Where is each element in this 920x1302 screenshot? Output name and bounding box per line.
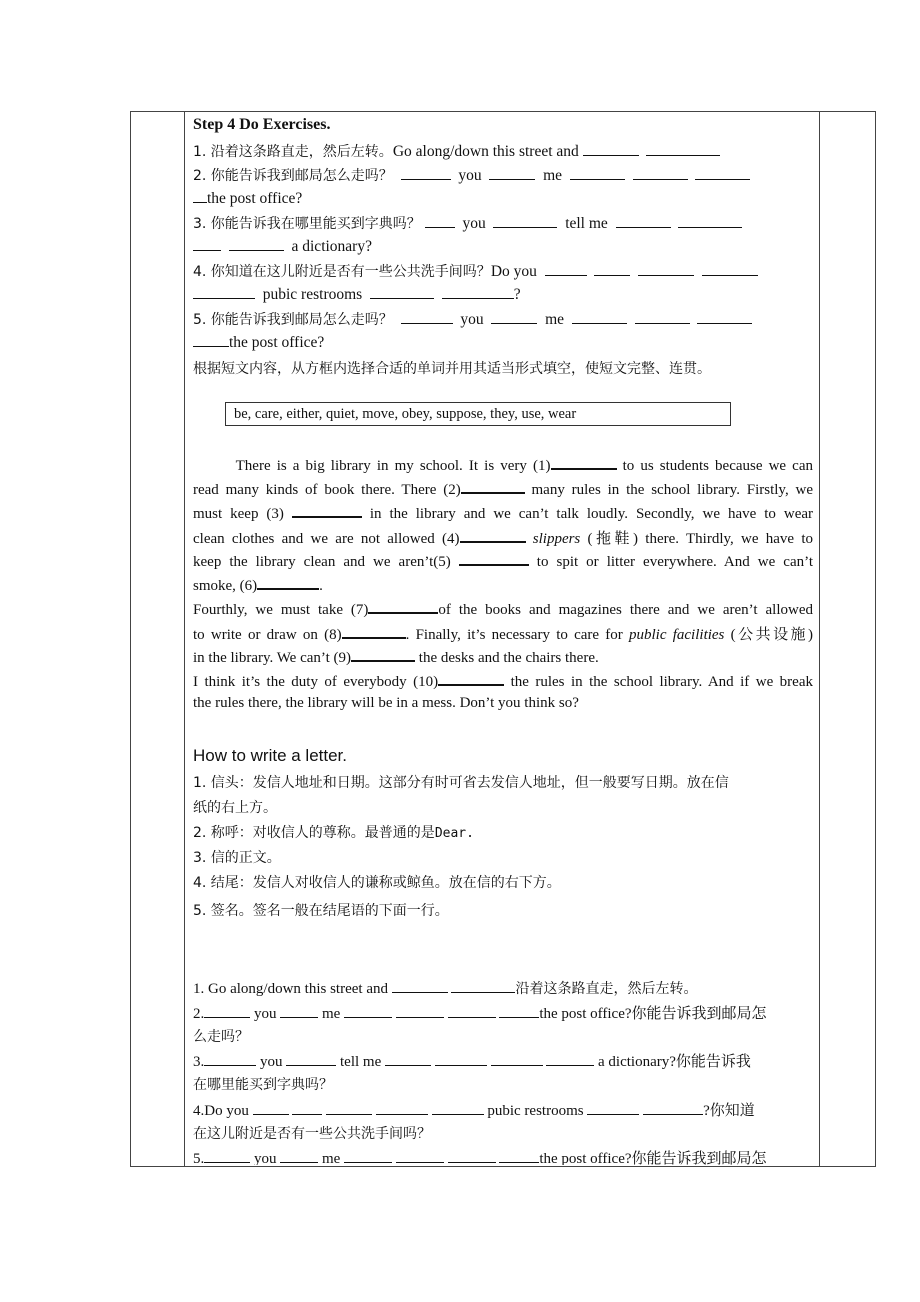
- blank[interactable]: [491, 310, 537, 324]
- main-cell: [193, 113, 817, 1165]
- blank[interactable]: [280, 1004, 318, 1018]
- blank[interactable]: [546, 1052, 594, 1066]
- blank[interactable]: [370, 285, 434, 299]
- blank[interactable]: [616, 214, 671, 228]
- review-1: 1. Go along/down this street and 沿着这条路直走，然后左转。: [193, 981, 698, 997]
- exercise-5: 5. 你能告诉我到邮局怎么走吗？ you me: [193, 309, 752, 329]
- blank-9[interactable]: [351, 647, 415, 662]
- blank[interactable]: [385, 1052, 431, 1066]
- blank[interactable]: [489, 166, 535, 180]
- instruction: 根据短文内容，从方框内选择合适的单词并用其适当形式填空，使短文完整、连贯。: [193, 361, 711, 377]
- blank[interactable]: [499, 1004, 539, 1018]
- blank[interactable]: [697, 310, 752, 324]
- exercise-2: 2. 你能告诉我到邮局怎么走吗？ you me: [193, 165, 750, 185]
- review-3-cont: 在哪里能买到字典吗？: [193, 1077, 333, 1093]
- review-3: 3. you tell me a dictionary?你能告诉我: [193, 1054, 751, 1070]
- blank-7[interactable]: [368, 599, 438, 614]
- letter-point-4: 4. 结尾：发信人对收信人的谦称或鲸鱼。放在信的右下方。: [193, 875, 561, 891]
- blank[interactable]: [401, 310, 453, 324]
- step-title: Step 4 Do Exercises.: [193, 116, 331, 133]
- letter-heading: How to write a letter.: [193, 746, 348, 765]
- passage-line: clean clothes and we are not allowed (4) slippers (拖鞋) there. Thirdly, we have to: [193, 527, 813, 548]
- blank[interactable]: [344, 1149, 392, 1163]
- exercise-1: 1. 沿着这条路直走，然后左转。Go along/down this street and: [193, 141, 720, 161]
- letter-point-3: 3. 信的正文。: [193, 850, 281, 866]
- letter-point-1: 1. 信头：发信人地址和日期。这部分有时可省去发信人地址，但一般要写日期。放在信: [193, 775, 729, 791]
- passage-line: There is a big library in my school. It is very (1) to us students because we can: [193, 455, 813, 475]
- blank[interactable]: [204, 1149, 250, 1163]
- review-2: 2. you me the post office?你能告诉我到邮局怎: [193, 1006, 767, 1022]
- column-divider-right: [819, 111, 820, 1167]
- blank-1[interactable]: [551, 455, 617, 470]
- review-4: 4.Do you pubic restrooms ?你知道: [193, 1103, 755, 1119]
- blank[interactable]: [678, 214, 742, 228]
- letter-point-1-cont: 纸的右上方。: [193, 800, 277, 816]
- blank[interactable]: [425, 214, 455, 228]
- blank[interactable]: [638, 262, 694, 276]
- blank[interactable]: [432, 1101, 484, 1115]
- exercise-3-cont: a dictionary?: [193, 237, 372, 256]
- blank[interactable]: [193, 285, 255, 299]
- blank[interactable]: [583, 142, 639, 156]
- blank-5[interactable]: [459, 551, 529, 566]
- blank[interactable]: [193, 189, 207, 203]
- review-2-cont: 么走吗？: [193, 1029, 249, 1045]
- passage-line: the rules there, the library will be in a mess. Don’t you think so?: [193, 695, 579, 711]
- review-4-cont: 在这儿附近是否有一些公共洗手间吗？: [193, 1126, 431, 1142]
- passage-line: smoke, (6) .: [193, 575, 323, 595]
- passage-line: read many kinds of book there. There (2) many rules in the school library. Firstly, we: [193, 479, 813, 499]
- blank[interactable]: [392, 979, 448, 993]
- blank[interactable]: [253, 1101, 289, 1115]
- blank[interactable]: [396, 1149, 444, 1163]
- blank[interactable]: [401, 166, 451, 180]
- blank[interactable]: [491, 1052, 543, 1066]
- review-5: 5. you me the post office?你能告诉我到邮局怎: [193, 1151, 767, 1165]
- blank[interactable]: [572, 310, 627, 324]
- blank[interactable]: [635, 310, 690, 324]
- blank[interactable]: [204, 1052, 256, 1066]
- passage-line: must keep (3) in the library and we can’t talk loudly. Secondly, we have to wear: [193, 503, 813, 523]
- exercise-2-cont: the post office?: [193, 189, 302, 208]
- blank[interactable]: [646, 142, 720, 156]
- blank[interactable]: [193, 333, 229, 347]
- passage-line: to write or draw on (8) . Finally, it’s necessary to care for public facilities (公共设施): [193, 623, 813, 644]
- blank[interactable]: [448, 1149, 496, 1163]
- blank[interactable]: [587, 1101, 639, 1115]
- blank[interactable]: [448, 1004, 496, 1018]
- passage-line: keep the library clean and we aren’t(5) to spit or litter everywhere. And we can’t: [193, 551, 813, 571]
- blank[interactable]: [594, 262, 630, 276]
- exercise-4-cont: pubic restrooms ?: [193, 285, 521, 304]
- blank[interactable]: [570, 166, 625, 180]
- column-divider-left: [184, 111, 185, 1167]
- blank[interactable]: [499, 1149, 539, 1163]
- blank[interactable]: [193, 237, 221, 251]
- word-box: be, care, either, quiet, move, obey, suppose, they, use, wear: [225, 402, 731, 426]
- blank[interactable]: [344, 1004, 392, 1018]
- blank[interactable]: [493, 214, 557, 228]
- blank[interactable]: [326, 1101, 372, 1115]
- blank[interactable]: [204, 1004, 250, 1018]
- blank[interactable]: [280, 1149, 318, 1163]
- blank-8[interactable]: [342, 624, 406, 639]
- blank-4[interactable]: [460, 528, 526, 543]
- passage-line: Fourthly, we must take (7) of the books and magazines there and we aren’t allowed: [193, 599, 813, 619]
- letter-point-2: 2. 称呼：对收信人的尊称。最普通的是Dear.: [193, 825, 474, 841]
- blank[interactable]: [376, 1101, 428, 1115]
- blank[interactable]: [643, 1101, 703, 1115]
- blank-2[interactable]: [461, 479, 525, 494]
- exercise-4: 4. 你知道在这儿附近是否有一些公共洗手间吗？Do you: [193, 261, 758, 281]
- blank-3[interactable]: [292, 503, 362, 518]
- blank[interactable]: [442, 285, 514, 299]
- blank[interactable]: [702, 262, 758, 276]
- blank[interactable]: [229, 237, 284, 251]
- blank[interactable]: [633, 166, 688, 180]
- passage-line: in the library. We can’t (9) the desks and the chairs there.: [193, 647, 599, 667]
- blank[interactable]: [545, 262, 587, 276]
- passage-line: I think it’s the duty of everybody (10) the rules in the school library. And if we break: [193, 671, 813, 691]
- blank[interactable]: [435, 1052, 487, 1066]
- blank-6[interactable]: [257, 575, 319, 590]
- blank[interactable]: [695, 166, 750, 180]
- exercise-3: 3. 你能告诉我在哪里能买到字典吗？ you tell me: [193, 213, 742, 233]
- blank[interactable]: [292, 1101, 322, 1115]
- blank[interactable]: [396, 1004, 444, 1018]
- letter-point-5: 5. 签名。签名一般在结尾语的下面一行。: [193, 903, 449, 919]
- blank[interactable]: [286, 1052, 336, 1066]
- blank-10[interactable]: [438, 671, 504, 686]
- exercise-5-cont: the post office?: [193, 333, 324, 352]
- blank[interactable]: [451, 979, 515, 993]
